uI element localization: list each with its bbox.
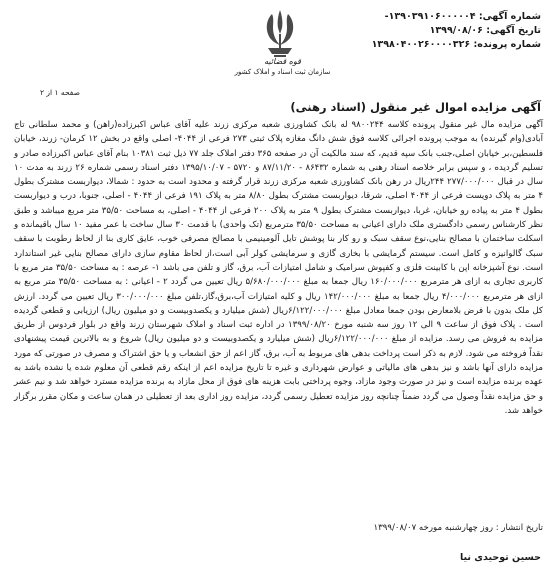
body-paragraph: آگهی مزایده مال غیر منقول پرونده کلاسه ۹۸۰۰۲۴۴ له بانک کشاورزی شعبه مرکزی زرند علیه آقای عباس اکبرزاده(راهن) و محمد سلطانی تاج آبادی(وام گیرنده) به موجب پرونده اجرائی کلاسه فوق شش دانگ مغازه پلاک ثبتی ۲۷۳ فرعی از ۴۰۴۴- اصلی واقع در بخش ۱۲ کرمان- زرند، خیابان فلسطین،بر خیابان اصلی،جنب بانک سپه قدیم، که سند مالکیت آن در صفحه ۳۶۵ دفتر املاک جلد ۷۷ ذیل ثبت ۱۰۳۸۱ بنام آقای عباس اکبرزاده صادر و تسلیم گردیده ، و سپس برابر خلاصه اسناد رهنی به شماره ۸۶۴۳۲ - ۸۷/۱۱/۲۰ و ۵۷۲۰ - ۱۳۹۵/۱۰/۰۷ دفتر اسناد رسمی شماره ۲۶ زرند به مدت ۱۰ سال در قبال ۲۷۷/۰۰۰/۰۰۰ ۲۴۴ریال در رهن بانک کشاورزی شعبه مرکزی زرند قرار گرفته و محدود است به حدود : شمالا، دیواربست مشترک بطول ۴ متر به پلاک دویست فرعی از ۴۰۴۴ اصلی، شرقا، دیواربست مشترک بطول ۸/۸۰ متر به پلاک ۱۹۱ فرعی از ۴۰۴۴ - اصلی، جنوبا، درب و دیواربست بطول ۴ متر به پیاده رو خیابان، غربا، دیواربست مشترک بطول ۹ متر به پلاک ۲۰۰ فرعی از ۴۰۴۴ - اصلی، به مساحت ۳۵/۵۰ متر مربع میباشد و طبق نظر کارشناس رسمی دادگستری ملک دارای اعیانی به مساحت ۳۵/۵۰ مترمربع (تک واحدی) با قدمت ۳۰ سال ساخت با عمر مفید ۱۰ سال باقیمانده و اسکلت ساختمان با مصالح بنایی،نوع سقف سبک و رو کار بنا پوشش تایل آلومینیمی با مصالح مصرفی خوب، عایق کاری بنا از لحاظ رطوبت با سقف سبک گالوانیزه و کامل است. سیستم گرمایشی با بخاری گازی و سرمایشی کولر آبی است،از لحاظ مقاوم سازی دارای مصالح بنایی غیر استاندارد است. نوع آشپزخانه اپن با کابینت فلزی و کفپوش سرامیک و شامل امتیازات آب، برق، گاز و تلفن می باشد ۱- عرصه : به مساحت ۳۵/۵۰ متر مربع با کاربری تجاری به ازای هر مترمربع ۱۶۰/۰۰۰/۰۰۰ ریال جمعا به مبلغ ۵/۶۸۰/۰۰۰/۰۰۰ ریال تعیین می گردد ۲ - اعیانی : به مساحت ۳۵/۵۰ متر مربع به ازای هر مترمربع ۴/۰۰۰/۰۰۰ ریال جمعا به مبلغ ۱۴۲/۰۰۰/۰۰۰ ریال و کلیه امتیازات آب،برق،گاز،تلفن مبلغ ۳۰۰/۰۰۰/۰۰۰ ریال تعیین می گردد. ارزش کل ملک بدون با فرض بلامعارض بودن جمعا معادل مبلغ ۶/۱۲۲/۰۰۰/۰۰۰ریال (شش میلیارد و یکصدوبیست و دو میلیون ریال) ارزیابی و قطعی گردیده است . پلاک فوق از ساعت ۹ الی ۱۲ روز سه شنبه مورخ ۱۳۹۹/۰۸/۲۰ در اداره ثبت اسناد و املاک شهرستان زرند واقع در بلوار فردوس از طریق مزایده به فروش می رسد. مزایده از مبلغ ۶/۱۲۲/۰۰۰/۰۰۰ریال (شش میلیارد و یکصدوبیست و دو میلیون ریال) شروع و به بالاترین قیمت پیشنهادی نقداً فروخته می شود. لازم به ذکر است پرداخت بدهی های مربوط به آب، برق، گاز اعم از حق انشعاب و یا حق اشتراک و مصرف در صورتی که مورد مزایده دارای آنها باشد و نیز بدهی های مالیاتی و عوارض شهرداری و غیره تا تاریخ مزایده اعم از اینکه رقم قطعی آن معلوم شده یا نشده باشد به عهده برنده مزایده است و نیز در صورت وجود مازاد، وجوه پرداختی بابت هزینه های فوق از محل مازاد به برنده مزایده مسترد خواهد شد و نیم عشر و حق مزایده نقداً وصول می گردد ضمناً چنانچه روز مزایده تعطیل رسمی گردد، مزایده روز اداری بعد از تعطیلی در همان ساعت و مکان مقرر برگزار خواهد شد. [14, 120, 544, 416]
org-line1: قوه قضائیه [264, 57, 301, 66]
organization [230, 57, 335, 77]
page-number: صفحه ۱ از ۲ [40, 88, 80, 97]
notice-body [14, 118, 543, 418]
notice-number: شماره آگهی: ۱۳۹۰۳۹۱۰۶۰۰۰۰۰۴- [384, 11, 541, 22]
file-number: شماره پرونده: ۱۳۹۸۰۴۰۰۲۶۰۰۰۰۳۲۶ [371, 39, 541, 50]
iran-emblem-icon [252, 4, 308, 64]
notice-title: آگهی مزایده اموال غیر منقول (اسناد رهنی) [290, 100, 541, 114]
signer-name: حسین توحیدی نیا [459, 552, 541, 563]
org-line2: سازمان ثبت اسناد و املاک کشور [234, 68, 331, 76]
notice-date: تاریخ آگهی: ۱۳۹۹/۰۸/۰۶ [429, 25, 541, 36]
notice-meta [331, 10, 541, 52]
publish-date: تاریخ انتشار : روز چهارشنبه مورخه ۱۳۹۹/۰۸/۰۷ [373, 523, 543, 533]
